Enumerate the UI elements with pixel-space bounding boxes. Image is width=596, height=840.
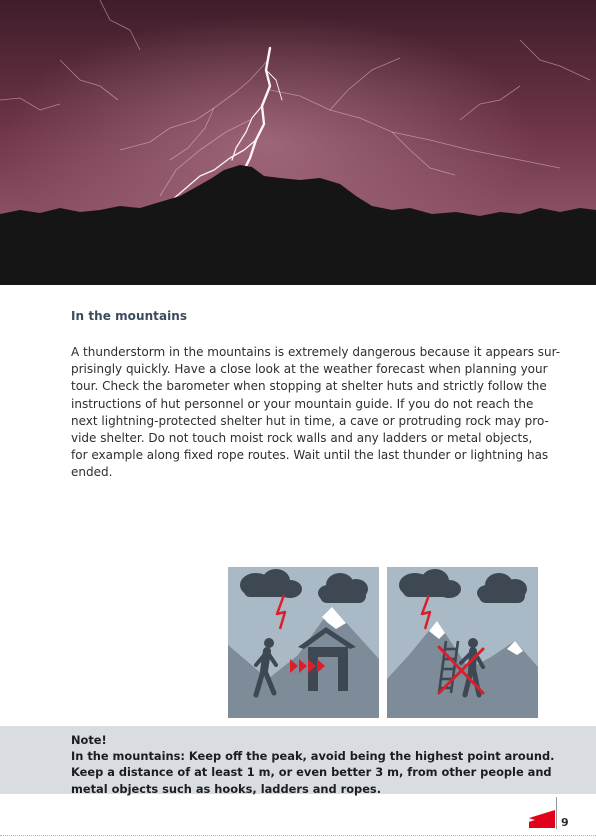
pictogram-shelter-hut	[228, 567, 379, 718]
person-near-ladder-crossed-icon	[387, 567, 538, 718]
note-line: In the mountains: Keep off the peak, avoid being the highest point around.	[71, 749, 555, 764]
note-title: Note!	[71, 733, 107, 747]
body-line: A thunderstorm in the mountains is extremely dangerous because it appears sur-	[71, 345, 561, 359]
body-line: instructions of hut personnel or your mountain guide. If you do not reach the	[71, 396, 534, 411]
body-line: ended.	[71, 465, 113, 480]
bottom-rule	[0, 835, 596, 836]
body-line: vide shelter. Do not touch moist rock walls and any ladders or metal objects,	[71, 431, 533, 446]
body-line: next lightning-protected shelter hut in time, a cave or protruding rock may pro-	[71, 413, 549, 428]
page-divider	[556, 797, 557, 829]
note-line: metal objects such as hooks, ladders and ropes.	[71, 781, 382, 796]
note-text	[71, 732, 554, 797]
body-line: for example along fixed rope routes. Wait until the last thunder or lightning has	[71, 448, 549, 463]
section-heading: In the mountains	[71, 309, 188, 323]
section-body-paragraph	[71, 344, 561, 482]
note-line: Keep a distance of at least 1 m, or even better 3 m, from other people and	[71, 765, 552, 780]
person-walking-to-shelter-hut-icon	[228, 567, 379, 718]
page-number: 9	[561, 816, 569, 829]
dehn-logo	[527, 808, 555, 828]
body-line: tour. Check the barometer when stopping at shelter huts and strictly follow the	[71, 379, 547, 394]
dehn-logo-icon	[527, 808, 555, 828]
body-line: prisingly quickly. Have a close look at the weather forecast when planning your	[71, 362, 548, 377]
pictogram-ladder-crossed	[387, 567, 538, 718]
hero-lightning-photo	[0, 0, 596, 285]
